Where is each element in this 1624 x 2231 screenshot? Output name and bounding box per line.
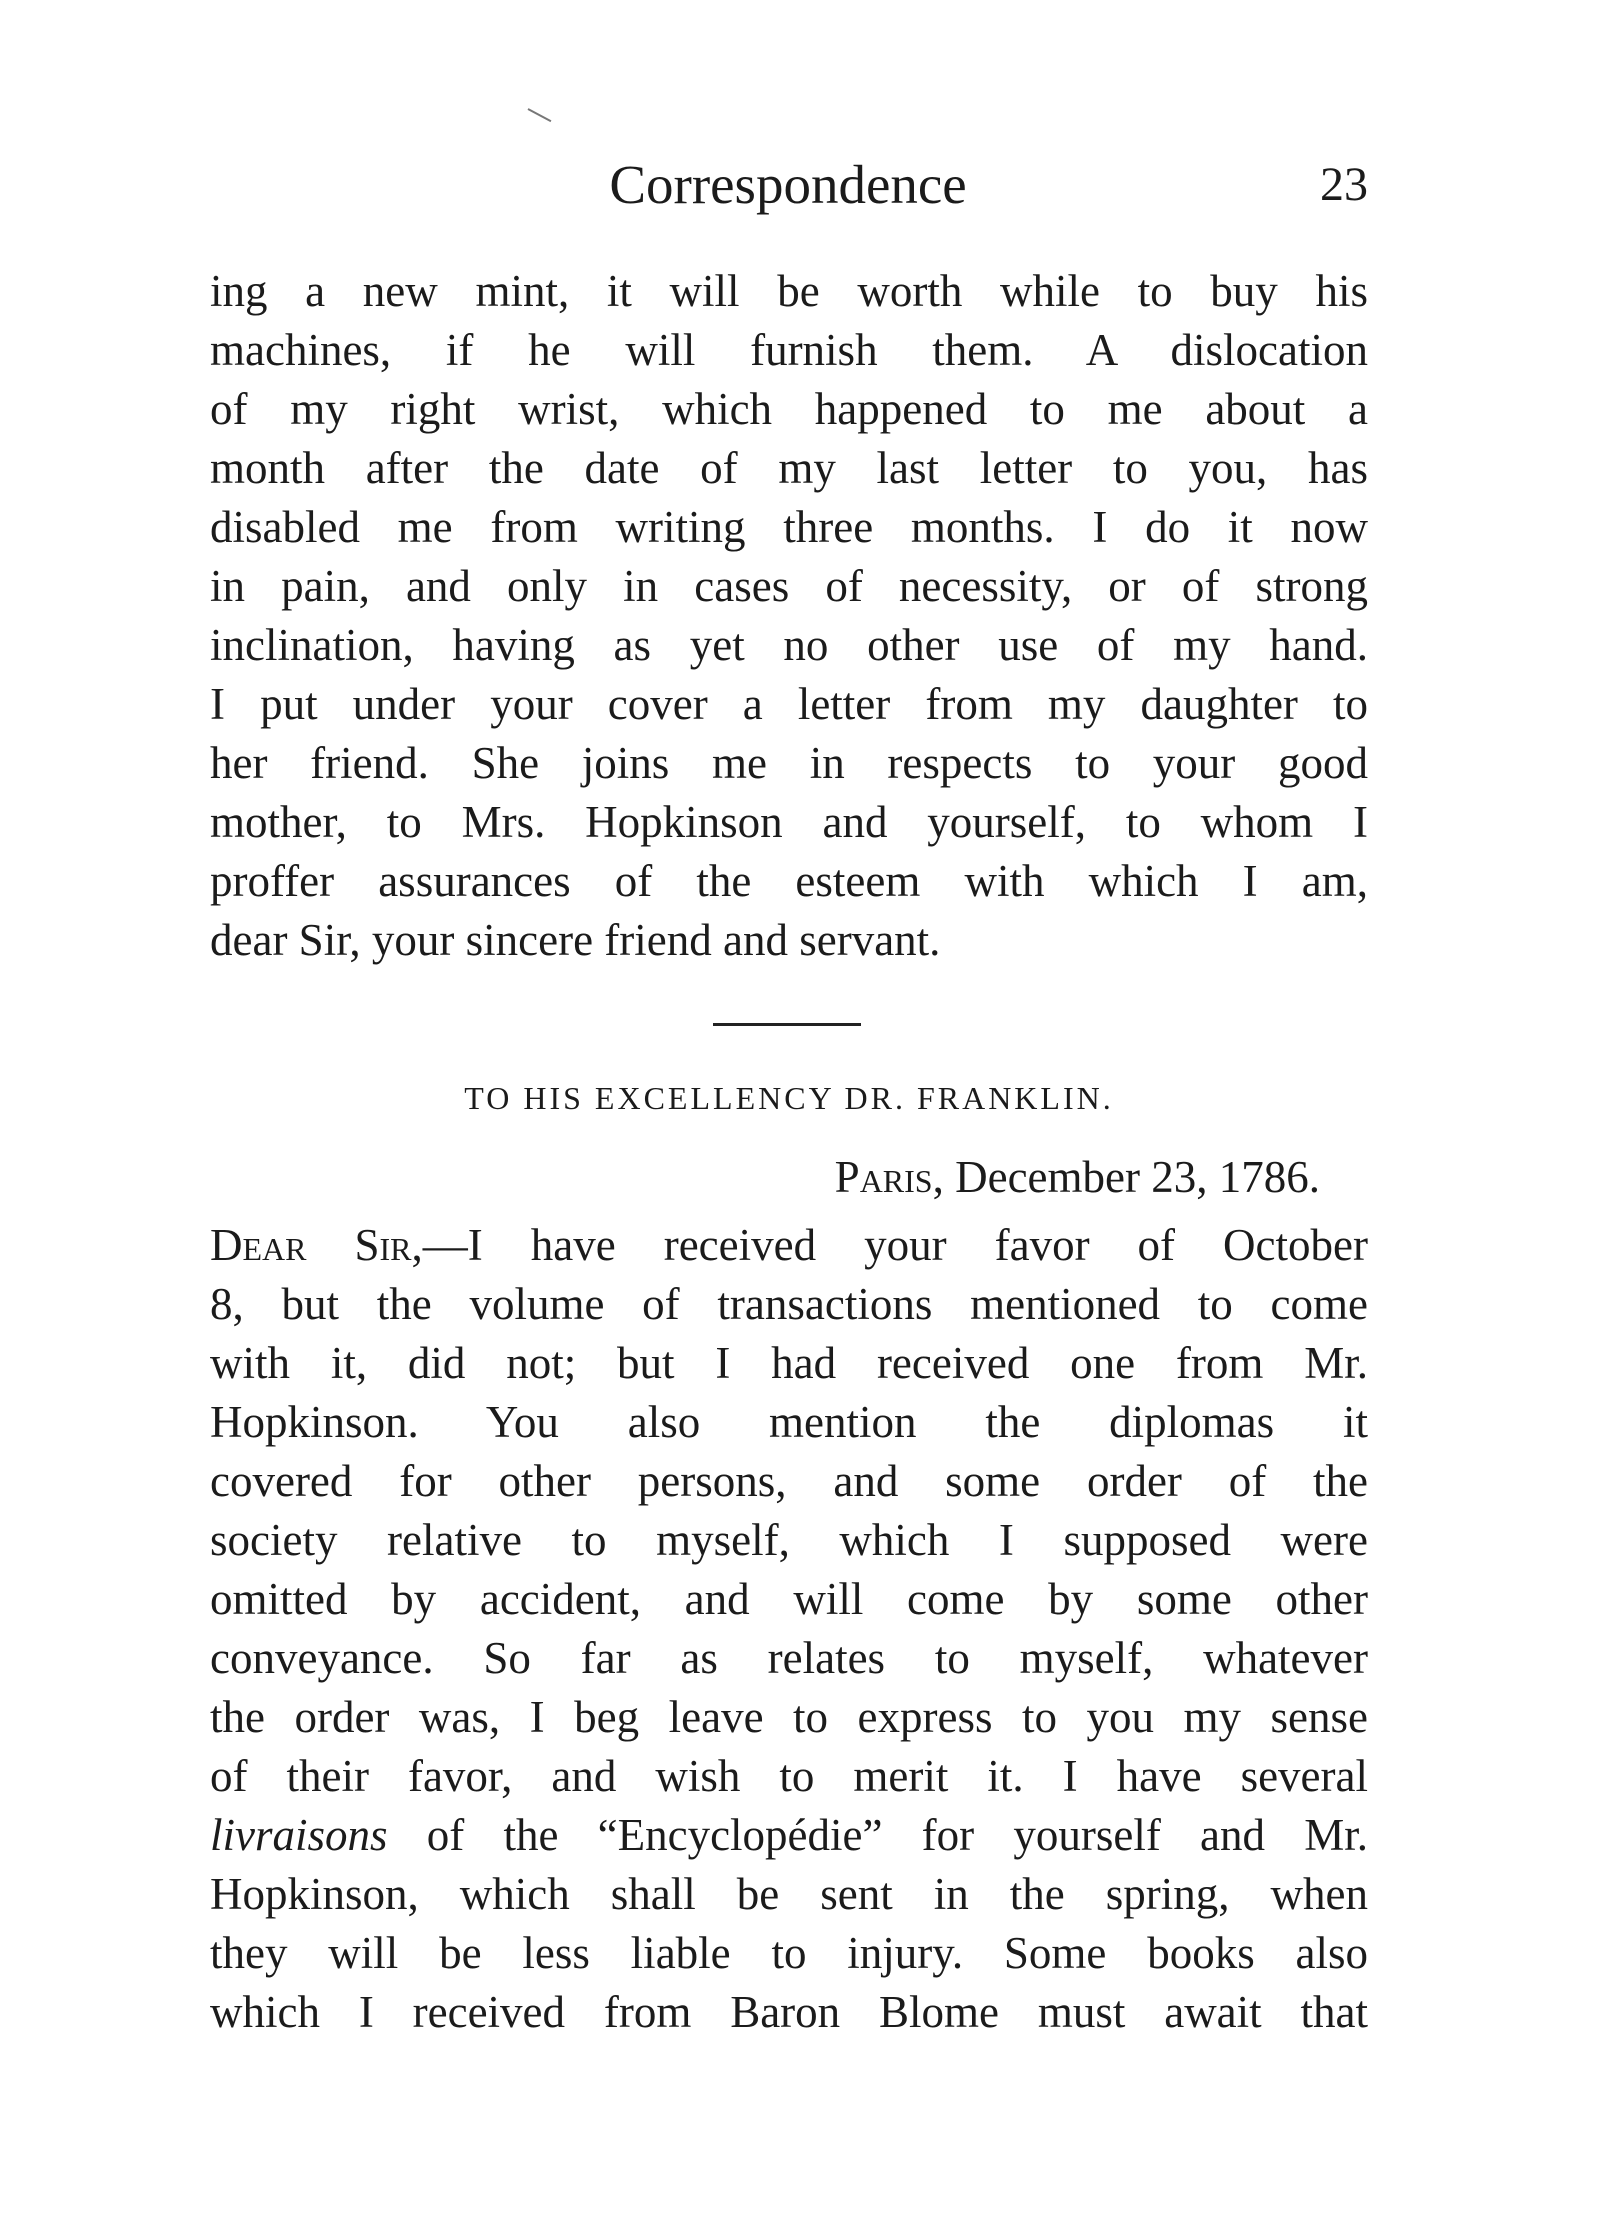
- text-line: with it, did not; but I had received one from Mr.: [210, 1338, 1368, 1388]
- text-line: machines, if he will furnish them. A dislocation: [210, 325, 1368, 375]
- salutation: Dear Sir: [210, 1220, 412, 1270]
- dateline-date: , December 23, 1786.: [932, 1152, 1320, 1202]
- text-line: covered for other persons, and some order of the: [210, 1456, 1368, 1506]
- section-divider: [713, 1023, 861, 1026]
- text-line: of their favor, and wish to merit it. I have several: [210, 1751, 1368, 1801]
- text-line: dear Sir, your sincere friend and servant.: [210, 915, 941, 965]
- letter-dateline: [835, 1148, 1320, 1207]
- text-line: the order was, I beg leave to express to you my sense: [210, 1692, 1368, 1742]
- text-line: Hopkinson, which shall be sent in the spring, when: [210, 1869, 1368, 1919]
- opening-text: ,—I have received your favor of October: [411, 1220, 1368, 1270]
- dateline-place: Paris: [834, 1152, 933, 1202]
- text-line: mother, to Mrs. Hopkinson and yourself, to whom I: [210, 797, 1368, 847]
- italic-line-rest: of the “Encyclopédie” for yourself and Mr.: [387, 1810, 1368, 1860]
- text-line: disabled me from writing three months. I do it now: [210, 502, 1368, 552]
- letter-body: [210, 1216, 1368, 2042]
- running-head: [208, 150, 1368, 220]
- text-line: inclination, having as yet no other use of my hand.: [210, 620, 1368, 670]
- text-line: I put under your cover a letter from my daughter to: [210, 679, 1368, 729]
- text-line: society relative to myself, which I supposed were: [210, 1515, 1368, 1565]
- text-line: which I received from Baron Blome must await that: [210, 1987, 1368, 2037]
- text-line: of my right wrist, which happened to me about a: [210, 384, 1368, 434]
- text-line: they will be less liable to injury. Some books also: [210, 1928, 1368, 1978]
- text-line: Hopkinson. You also mention the diplomas it: [210, 1397, 1368, 1447]
- text-line: her friend. She joins me in respects to your good: [210, 738, 1368, 788]
- opening-line: [210, 1216, 1368, 1275]
- page-number: 23: [1320, 158, 1368, 211]
- italic-word: livraisons: [210, 1810, 388, 1860]
- text-line: month after the date of my last letter to you, has: [210, 443, 1368, 493]
- text-line: in pain, and only in cases of necessity, or of strong: [210, 561, 1368, 611]
- stray-mark: [528, 108, 552, 122]
- paragraph-continued: [210, 262, 1368, 970]
- text-line: 8, but the volume of transactions mentioned to come: [210, 1279, 1368, 1329]
- text-line: ing a new mint, it will be worth while to buy his: [210, 266, 1368, 316]
- text-line: omitted by accident, and will come by some other: [210, 1574, 1368, 1624]
- text-line: proffer assurances of the esteem with which I am,: [210, 856, 1368, 906]
- text-line: conveyance. So far as relates to myself, whatever: [210, 1633, 1368, 1683]
- running-title: Correspondence: [609, 154, 967, 215]
- text-line-italic: [210, 1806, 1368, 1865]
- letter-address: TO HIS EXCELLENCY DR. FRANKLIN.: [464, 1080, 1114, 1116]
